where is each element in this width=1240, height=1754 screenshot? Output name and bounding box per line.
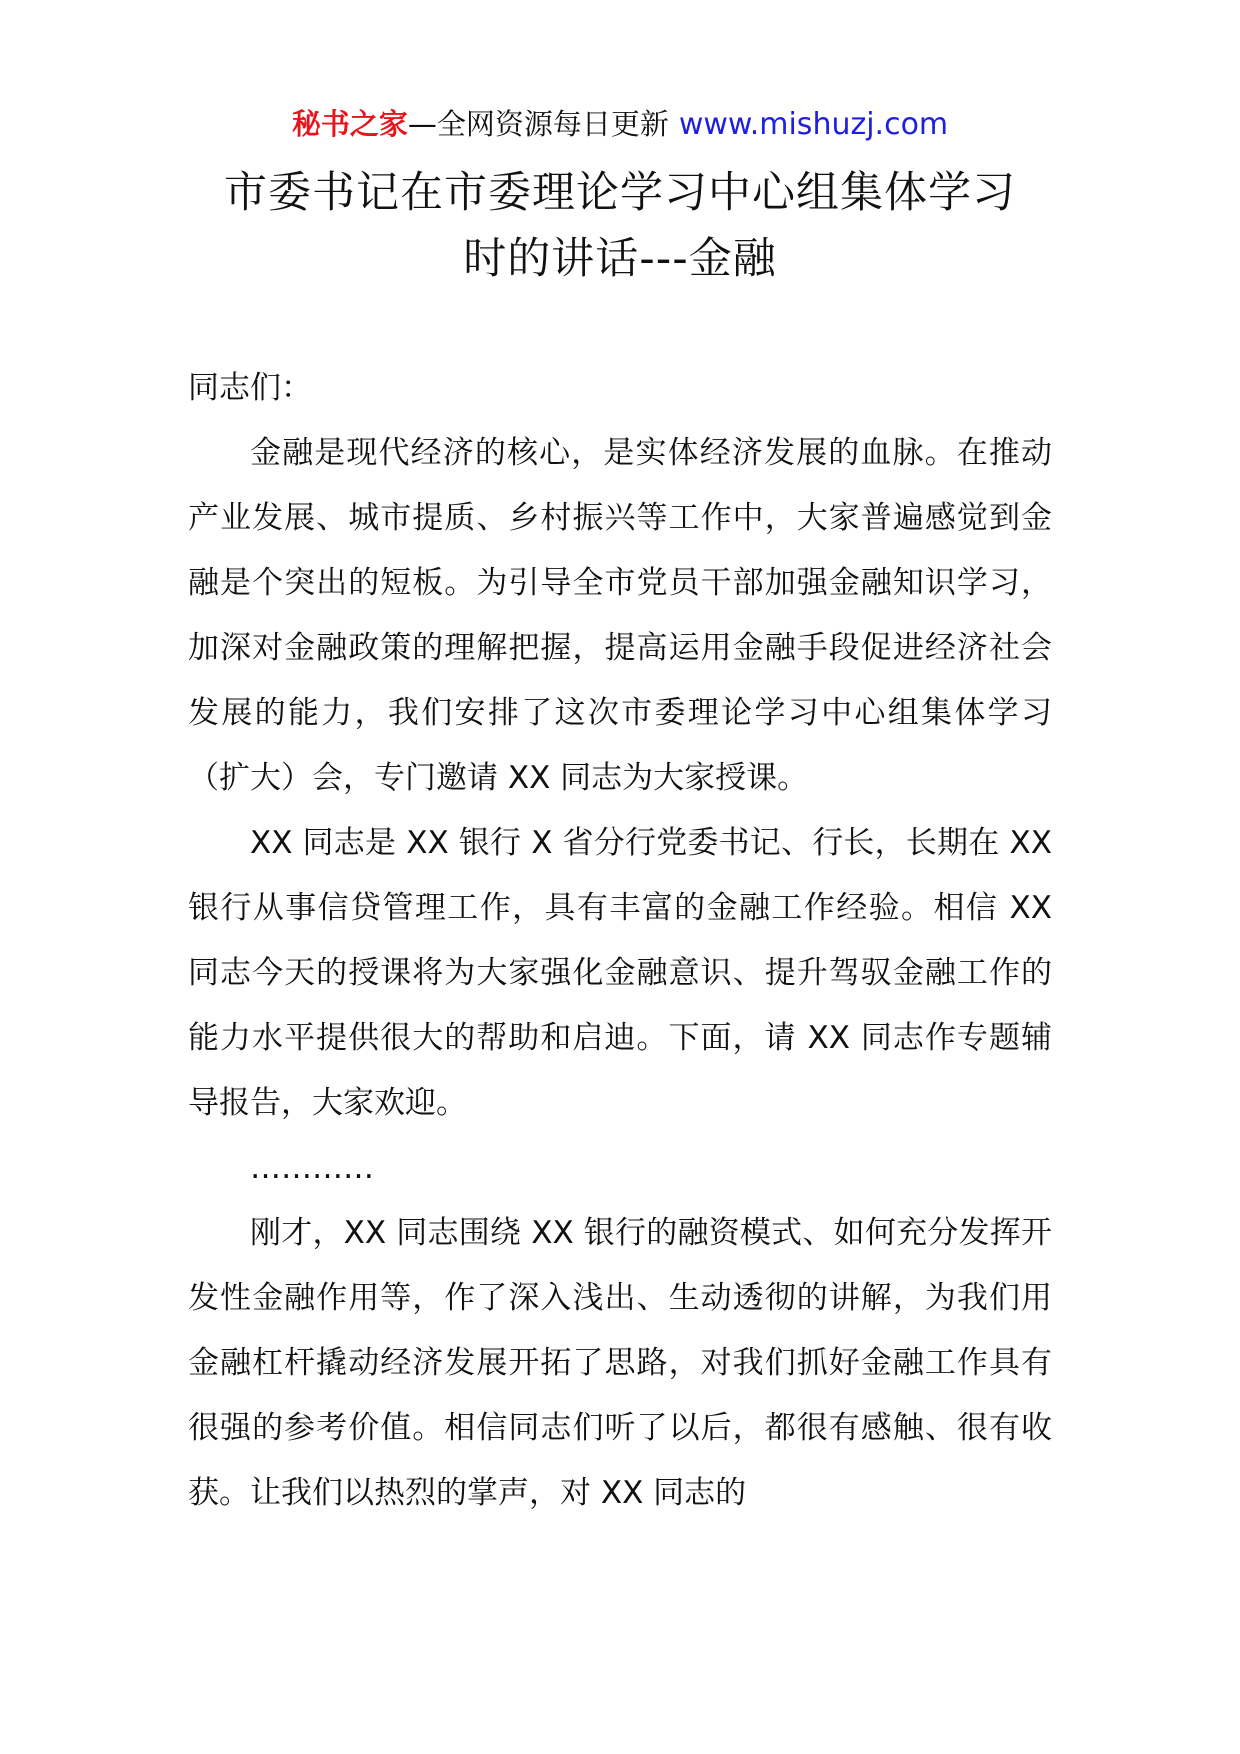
title-line-1: 市委书记在市委理论学习中心组集体学习 — [224, 168, 1016, 218]
salutation: 同志们： — [188, 370, 312, 406]
document-body — [188, 356, 1052, 1526]
document-title — [150, 160, 1090, 292]
site-header — [0, 102, 1240, 147]
paragraph-ellipsis: ………… — [250, 1150, 374, 1186]
title-line-2: 时的讲话---金融 — [463, 234, 777, 284]
paragraph-summary: 刚才，XX 同志围绕 XX 银行的融资模式、如何充分发挥开发性金融作用等，作了深入浅出、生动透彻的讲解，为我们用金融杠杆撬动经济发展开拓了思路，对我们抓好金融工作具有很强的参考价值。相信同志们听了以后，都很有感触、很有收获。让我们以热烈的掌声，对 XX 同志的 — [188, 1215, 1052, 1511]
site-brand: 秘书之家 — [291, 107, 408, 141]
paragraph-speaker-intro: XX 同志是 XX 银行 X 省分行党委书记、行长，长期在 XX 银行从事信贷管理工作，具有丰富的金融工作经验。相信 XX 同志今天的授课将为大家强化金融意识、提升驾驭金融工作的能力水平提供很大的帮助和启迪。下面，请 XX 同志作专题辅导报告，大家欢迎。 — [188, 825, 1052, 1121]
site-url-link[interactable]: www.mishuzj.com — [678, 107, 949, 142]
paragraph-intro: 金融是现代经济的核心，是实体经济发展的血脉。在推动产业发展、城市提质、乡村振兴等工作中，大家普遍感觉到金融是个突出的短板。为引导全市党员干部加强金融知识学习，加深对金融政策的理解把握，提高运用金融手段促进经济社会发展的能力，我们安排了这次市委理论学习中心组集体学习（扩大）会，专门邀请 XX 同志为大家授课。 — [188, 435, 1052, 796]
site-tagline: —全网资源每日更新 — [407, 107, 669, 141]
